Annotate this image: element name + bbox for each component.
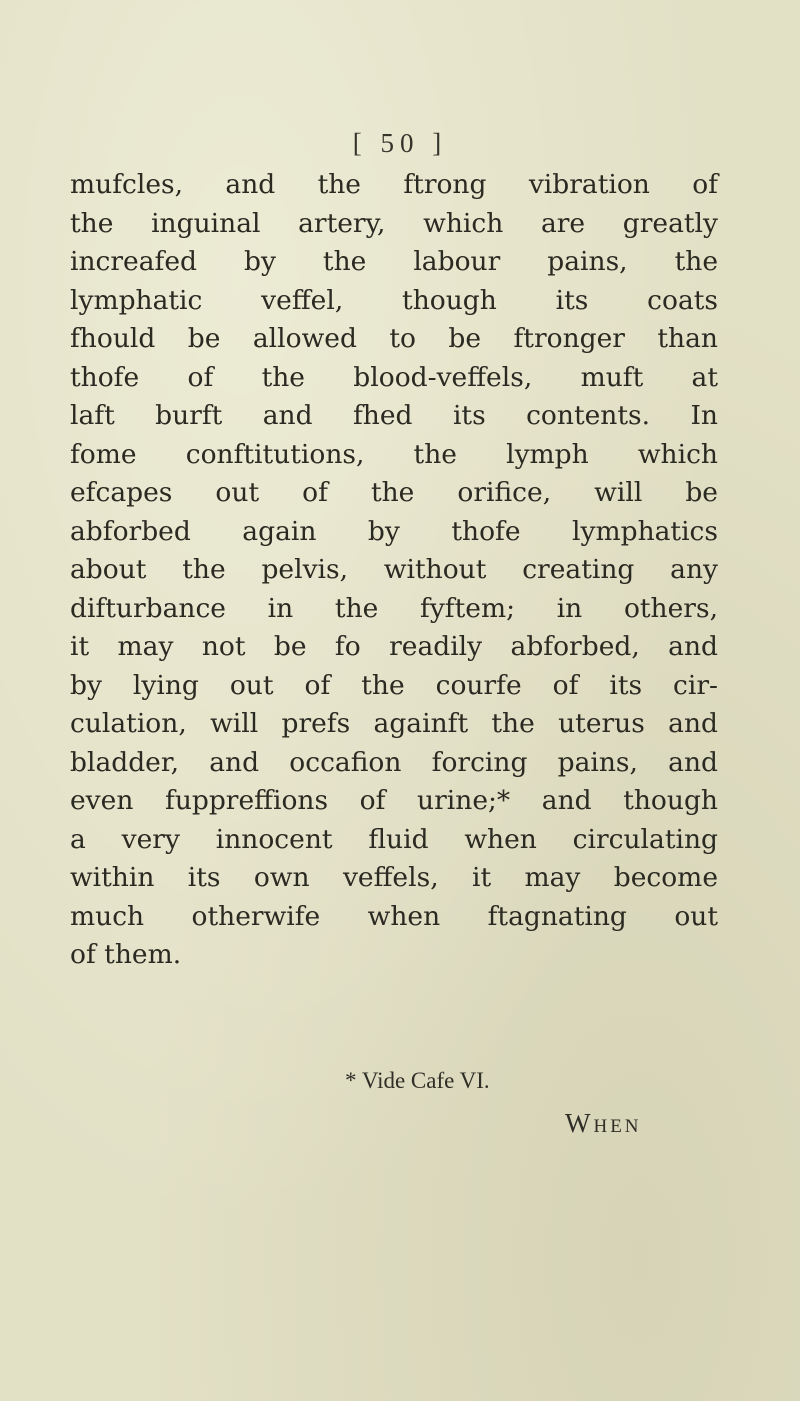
body-text: [70, 166, 718, 975]
text-line: it may not be fo readily abforbed, and: [70, 631, 718, 662]
text-line: culation, will prefs againft the uterus and: [70, 708, 718, 739]
text-line: fome conftitutions, the lymph which: [70, 438, 718, 470]
text-line: fhould be allowed to be ftronger than: [70, 323, 718, 354]
text-line: within its own veffels, it may become: [70, 862, 718, 893]
page-number: [ 50 ]: [352, 128, 448, 158]
text-line: increafed by the labour pains, the: [70, 246, 718, 277]
text-line: efcapes out of the orifice, will be: [70, 477, 718, 508]
text-line: bladder, and occafion forcing pains, and: [70, 746, 718, 778]
text-line: lymphatic veffel, though its coats: [70, 284, 718, 316]
text-line: laft burft and fhed its contents. In: [70, 400, 718, 431]
text-line: even fuppreffions of urine;* and though: [70, 785, 718, 816]
text-line: abforbed again by thofe lymphatics: [70, 515, 718, 547]
text-line: of them.: [70, 939, 182, 970]
text-line: mufcles, and the ftrong vibration of: [70, 169, 718, 200]
text-line: the inguinal artery, which are greatly: [70, 207, 718, 239]
catchword: When: [565, 1108, 642, 1138]
text-line: much otherwife when ftagnating out: [70, 900, 718, 932]
text-line: thofe of the blood-veffels, muft at: [70, 361, 718, 393]
text-line: by lying out of the courfe of its cir-: [70, 669, 718, 701]
text-line: a very innocent fluid when circulating: [70, 823, 718, 855]
text-line: difturbance in the fyftem; in others,: [70, 592, 718, 624]
footnote: * Vide Cafe VI.: [345, 1068, 490, 1093]
text-line: about the pelvis, without creating any: [70, 554, 718, 585]
